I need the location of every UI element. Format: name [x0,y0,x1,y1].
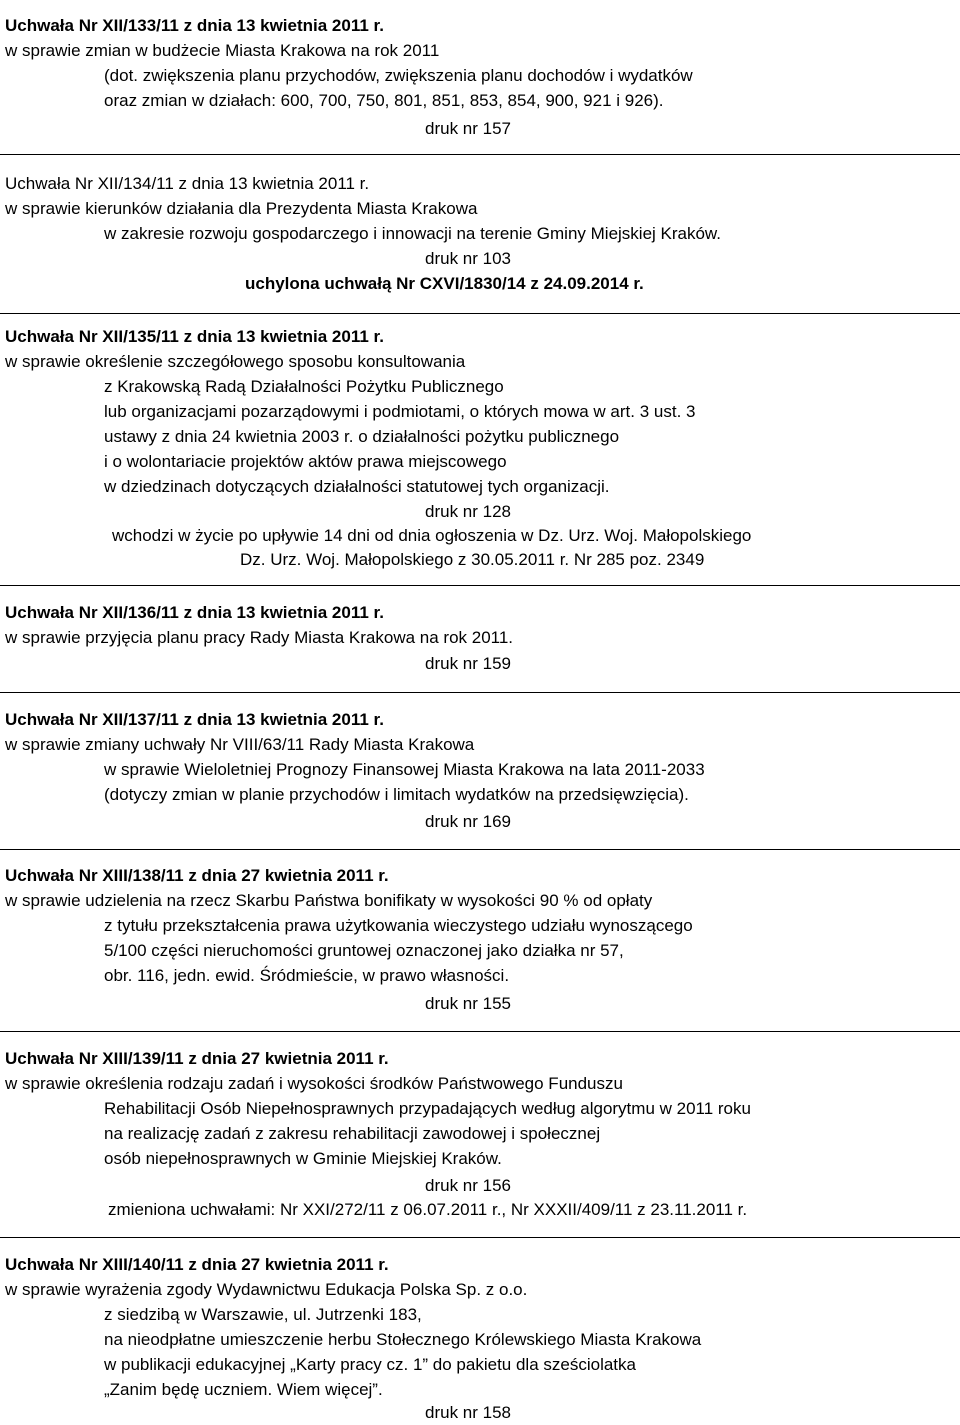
druk-number: druk nr 158 [425,1403,511,1422]
resolution-subject: w sprawie zmiany uchwały Nr VIII/63/11 Rady Miasta Krakowa [5,735,475,754]
resolution-subject: w sprawie zmian w budżecie Miasta Krakowa na rok 2011 [5,41,440,60]
separator-line [0,1237,960,1238]
resolution-subject: osób niepełnosprawnych w Gminie Miejskiej Kraków. [104,1149,502,1168]
resolution-subject: obr. 116, jedn. ewid. Śródmieście, w prawo własności. [104,966,510,985]
resolution-subject: w dziedzinach dotyczących działalności statutowej tych organizacji. [104,477,610,496]
resolution-subject: „Zanim będę uczniem. Wiem więcej”. [104,1380,383,1399]
resolution-subject: w sprawie określenie szczegółowego sposobu konsultowania [5,352,466,371]
separator-line [0,313,960,314]
effective-note: wchodzi w życie po upływie 14 dni od dnia ogłoszenia w Dz. Urz. Woj. Małopolskiego [112,526,752,545]
publication-note: Dz. Urz. Woj. Małopolskiego z 30.05.2011 r. Nr 285 poz. 2349 [240,550,705,569]
resolution-subject: w sprawie określenia rodzaju zadań i wysokości środków Państwowego Funduszu [5,1074,623,1093]
resolution-title: Uchwała Nr XIII/139/11 z dnia 27 kwietnia 2011 r. [5,1049,389,1068]
separator-line [0,585,960,586]
separator-line [0,1031,960,1032]
druk-number: druk nr 128 [425,502,511,521]
resolution-subject: 5/100 części nieruchomości gruntowej oznaczonej jako działka nr 57, [104,941,624,960]
druk-number: druk nr 169 [425,812,511,831]
resolution-subject: na realizację zadań z zakresu rehabilitacji zawodowej i społecznej [104,1124,601,1143]
resolution-title: Uchwała Nr XII/136/11 z dnia 13 kwietnia 2011 r. [5,603,384,622]
amendment-note: zmieniona uchwałami: Nr XXI/272/11 z 06.07.2011 r., Nr XXXII/409/11 z 23.11.2011 r. [108,1200,748,1219]
resolution-subject: w sprawie kierunków działania dla Prezydenta Miasta Krakowa [5,199,478,218]
druk-number: druk nr 103 [425,249,511,268]
resolution-subject: lub organizacjami pozarządowymi i podmiotami, o których mowa w art. 3 ust. 3 [104,402,696,421]
resolution-subject: ustawy z dnia 24 kwietnia 2003 r. o działalności pożytku publicznego [104,427,620,446]
druk-number: druk nr 156 [425,1176,511,1195]
resolution-subject: w sprawie przyjęcia planu pracy Rady Miasta Krakowa na rok 2011. [5,628,514,647]
separator-line [0,849,960,850]
resolution-subject: na nieodpłatne umieszczenie herbu Stołecznego Królewskiego Miasta Krakowa [104,1330,702,1349]
resolution-subject: z siedzibą w Warszawie, ul. Jutrzenki 183, [104,1305,422,1324]
resolution-subject: w sprawie Wieloletniej Prognozy Finansowej Miasta Krakowa na lata 2011-2033 [104,760,705,779]
druk-number: druk nr 155 [425,994,511,1013]
separator-line [0,154,960,155]
resolution-subject: w sprawie udzielenia na rzecz Skarbu Państwa bonifikaty w wysokości 90 % od opłaty [5,891,653,910]
druk-number: druk nr 159 [425,654,511,673]
druk-number: druk nr 157 [425,119,511,138]
resolution-subject: (dot. zwiększenia planu przychodów, zwiększenia planu dochodów i wydatków [104,66,693,85]
resolution-title: Uchwała Nr XII/133/11 z dnia 13 kwietnia 2011 r. [5,16,384,35]
resolution-subject: w sprawie wyrażenia zgody Wydawnictwu Edukacja Polska Sp. z o.o. [5,1280,528,1299]
separator-line [0,692,960,693]
resolution-subject: w publikacji edukacyjnej „Karty pracy cz. 1” do pakietu dla sześciolatka [104,1355,636,1374]
resolution-subject: i o wolontariacie projektów aktów prawa miejscowego [104,452,507,471]
resolution-title: Uchwała Nr XII/137/11 z dnia 13 kwietnia 2011 r. [5,710,384,729]
resolution-subject: oraz zmian w działach: 600, 700, 750, 801, 851, 853, 854, 900, 921 i 926). [104,91,664,110]
resolution-title: Uchwała Nr XIII/140/11 z dnia 27 kwietnia 2011 r. [5,1255,389,1274]
resolution-subject: Rehabilitacji Osób Niepełnosprawnych przypadających według algorytmu w 2011 roku [104,1099,751,1118]
resolution-title: Uchwała Nr XIII/138/11 z dnia 27 kwietnia 2011 r. [5,866,389,885]
resolution-subject: (dotyczy zmian w planie przychodów i limitach wydatków na przedsięwzięcia). [104,785,689,804]
resolution-subject: w zakresie rozwoju gospodarczego i innowacji na terenie Gminy Miejskiej Kraków. [104,224,721,243]
resolution-title: Uchwała Nr XII/134/11 z dnia 13 kwietnia 2011 r. [5,174,370,193]
resolution-subject: z tytułu przekształcenia prawa użytkowania wieczystego udziału wynoszącego [104,916,693,935]
resolution-title: Uchwała Nr XII/135/11 z dnia 13 kwietnia 2011 r. [5,327,384,346]
resolution-subject: z Krakowską Radą Działalności Pożytku Publicznego [104,377,504,396]
repeal-note: uchylona uchwałą Nr CXVI/1830/14 z 24.09.2014 r. [245,274,644,293]
